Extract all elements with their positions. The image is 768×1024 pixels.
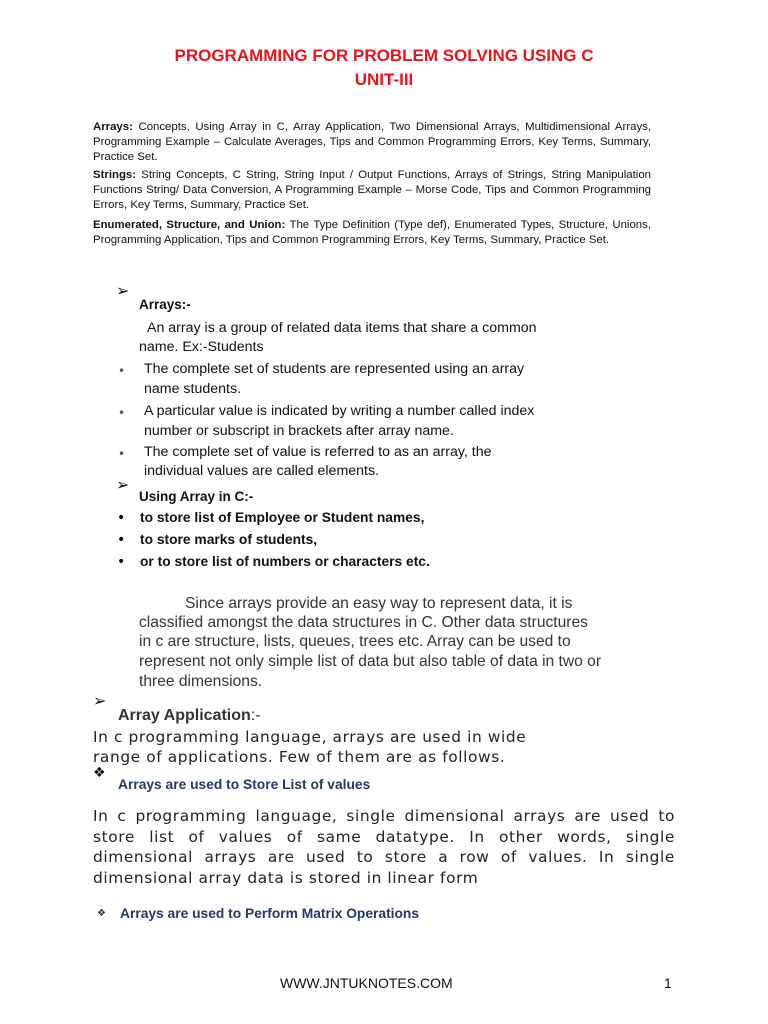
topic-label: Enumerated, Structure, and Union: [93,219,286,231]
since-paragraph-line: represent not only simple list of data but also table of data in two or [139,653,602,670]
arrow-bullet-icon: ➢ [116,475,130,494]
arrays-bullet-line: name students. [144,381,242,397]
arrays-bullet-line: A particular value is indicated by writing a number called index [144,403,535,419]
arrays-bullet-line: The complete set of value is referred to as an array, the [144,444,492,460]
using-array-heading: Using Array in C:- [139,489,254,504]
store-list-heading: Arrays are used to Store List of values [118,777,371,792]
store-list-paragraph-line: dimensional array data is stored in linear form [93,869,479,887]
store-list-paragraph-line: store list of values of same datatype. In other words, single [93,828,675,846]
topic-strings [93,168,651,213]
arrays-heading: Arrays:- [139,297,191,312]
since-paragraph-line: three dimensions. [139,673,263,690]
diamond-bullet-icon: ❖ [93,765,106,781]
bullet-icon: • [117,554,126,570]
document-title: PROGRAMMING FOR PROBLEM SOLVING USING C [174,46,594,65]
diamond-bullet-icon: ❖ [97,908,106,919]
arrays-bullet-line: individual values are called elements. [144,463,380,479]
array-application-heading [118,707,261,725]
page-number: 1 [664,975,672,991]
unit-title: UNIT-III [354,70,414,89]
using-list-item: to store marks of students, [140,532,318,547]
application-intro-line: range of applications. Few of them are as follows. [93,748,506,766]
arrays-intro-line: name. Ex:-Students [139,339,264,355]
arrays-bullet-line: The complete set of students are represented using an array [144,361,525,377]
topic-label: Strings: [93,169,137,181]
using-list-item: or to store list of numbers or characters etc. [140,554,430,569]
since-paragraph-line: Since arrays provide an easy way to represent data, it is [185,595,573,612]
bullet-icon: • [118,447,126,461]
store-list-paragraph-line: In c programming language, single dimensional arrays are used to [93,807,675,825]
arrow-bullet-icon: ➢ [93,691,107,710]
array-application-heading-text: Array Application [118,707,251,724]
bullet-icon: • [117,532,126,548]
topic-label: Arrays: [93,121,133,133]
array-application-heading-suffix: :- [250,707,261,724]
arrays-bullet-line: number or subscript in brackets after array name. [144,423,454,439]
topic-text: The Type Definition (Type def), Enumerated Types, Structure, Unions, Programming Application, Tips and Common Programming Errors, Key Terms, Summary, Practice Set. [93,219,651,246]
bullet-icon: • [118,406,126,420]
topic-arrays [93,120,651,165]
store-list-paragraph-line: dimensional arrays are used to store a row of values. In single [93,848,675,866]
using-list-item: to store list of Employee or Student names, [140,510,425,525]
matrix-operations-heading: Arrays are used to Perform Matrix Operations [120,906,420,921]
arrays-intro-line: An array is a group of related data items that share a common [147,320,537,336]
application-intro-line: In c programming language, arrays are used in wide [93,728,527,746]
since-paragraph-line: classified amongst the data structures in C. Other data structures [139,614,588,631]
footer-website: WWW.JNTUKNOTES.COM [280,975,453,991]
since-paragraph-line: in c are structure, lists, queues, trees etc. Array can be used to [139,633,571,650]
topic-text: Concepts, Using Array in C, Array Application, Two Dimensional Arrays, Multidimensional Arrays, Programming Example – Calculate Averages, Tips and Common Programming Errors, Key Terms, Summary, Practice Set. [93,121,651,163]
bullet-icon: • [118,364,126,378]
arrow-bullet-icon: ➢ [116,281,130,300]
topic-text: String Concepts, C String, String Input / Output Functions, Arrays of Strings, String Manipulation Functions String/ Data Conversion, A Programming Example – Morse Code, Tips and Common Programming Errors, Key Terms, Summary, Practice Set. [93,169,651,211]
topic-structures [93,218,651,248]
bullet-icon: • [117,510,126,526]
